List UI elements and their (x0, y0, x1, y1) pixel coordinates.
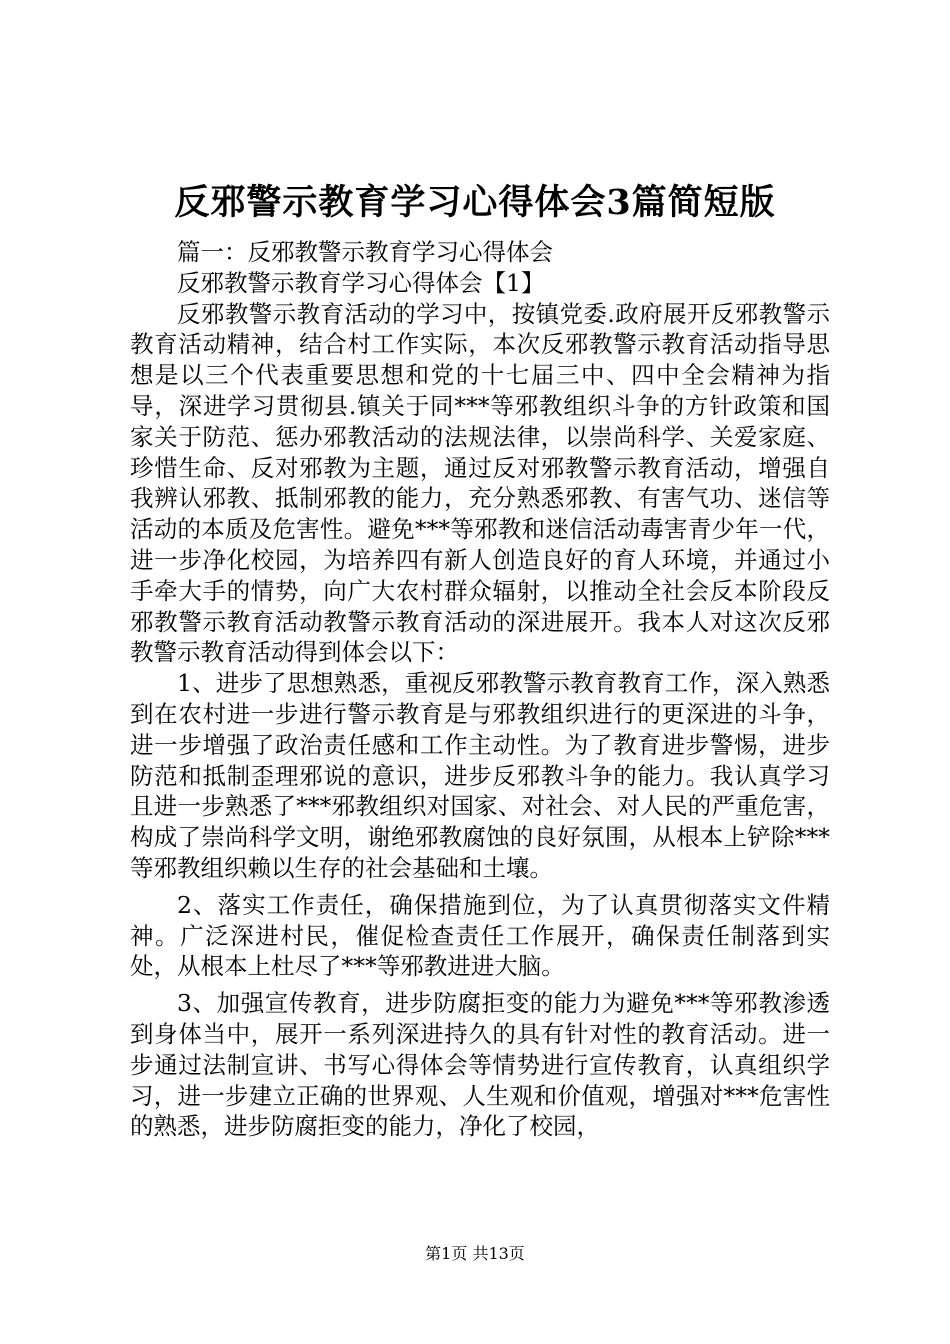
body-paragraph-point-2: 2、落实工作责任，确保措施到位，为了认真贯彻落实文件精神。广泛深进村民，催促检查责任工作展开，确保责任制落到实处，从根本上杜尽了***等邪教进进大脑。 (130, 890, 830, 981)
body-paragraph-intro: 反邪教警示教育活动的学习中，按镇党委.政府展开反邪教警示教育活动精神，结合村工作实际，本次反邪教警示教育活动指导思想是以三个代表重要思想和党的十七届三中、四中全会精神为指导，深进学习贯彻县.镇关于同***等邪教组织斗争的方针政策和国家关于防范、惩办邪教活动的法规法律，以崇尚科学、关爱家庭、珍惜生命、反对邪教为主题，通过反对邪教警示教育活动，增强自我辨认邪教、抵制邪教的能力，充分熟悉邪教、有害气功、迷信等活动的本质及危害性。避免***等邪教和迷信活动毒害青少年一代，进一步净化校园，为培养四有新人创造良好的育人环境，并通过小手牵大手的情势，向广大农村群众辐射，以推动全社会反本阶段反邪教警示教育活动教警示教育活动的深进展开。我本人对这次反邪教警示教育活动得到体会以下： (130, 299, 830, 667)
page-number-footer: 第1页 共13页 (425, 1244, 525, 1263)
body-paragraph-point-1: 1、进步了思想熟悉，重视反邪教警示教育教育工作，深入熟悉到在农村进一步进行警示教育是与邪教组织进行的更深进的斗争，进一步增强了政治责任感和工作主动性。为了教育进步警惕，进步防范和抵制歪理邪说的意识，进步反邪教斗争的能力。我认真学习且进一步熟悉了***邪教组织对国家、对社会、对人民的严重危害，构成了崇尚科学文明，谢绝邪教腐蚀的良好氛围，从根本上铲除***等邪教组织赖以生存的社会基础和土壤。 (130, 669, 830, 882)
subsection-heading: 反邪教警示教育学习心得体会【1】 (177, 268, 545, 297)
document-title: 反邪警示教育学习心得体会3篇简短版 (174, 182, 776, 223)
body-paragraph-point-3: 3、加强宣传教育，进步防腐拒变的能力为避免***等邪教渗透到身体当中，展开一系列深进持久的具有针对性的教育活动。进一步通过法制宣讲、书写心得体会等情势进行宣传教育，认真组织学习，进一步建立正确的世界观、人生观和价值观，增强对***危害性的熟悉，进步防腐拒变的能力，净化了校园， (130, 989, 830, 1141)
document-body (130, 237, 830, 1142)
section-heading: 篇一：反邪教警示教育学习心得体会 (177, 238, 553, 266)
